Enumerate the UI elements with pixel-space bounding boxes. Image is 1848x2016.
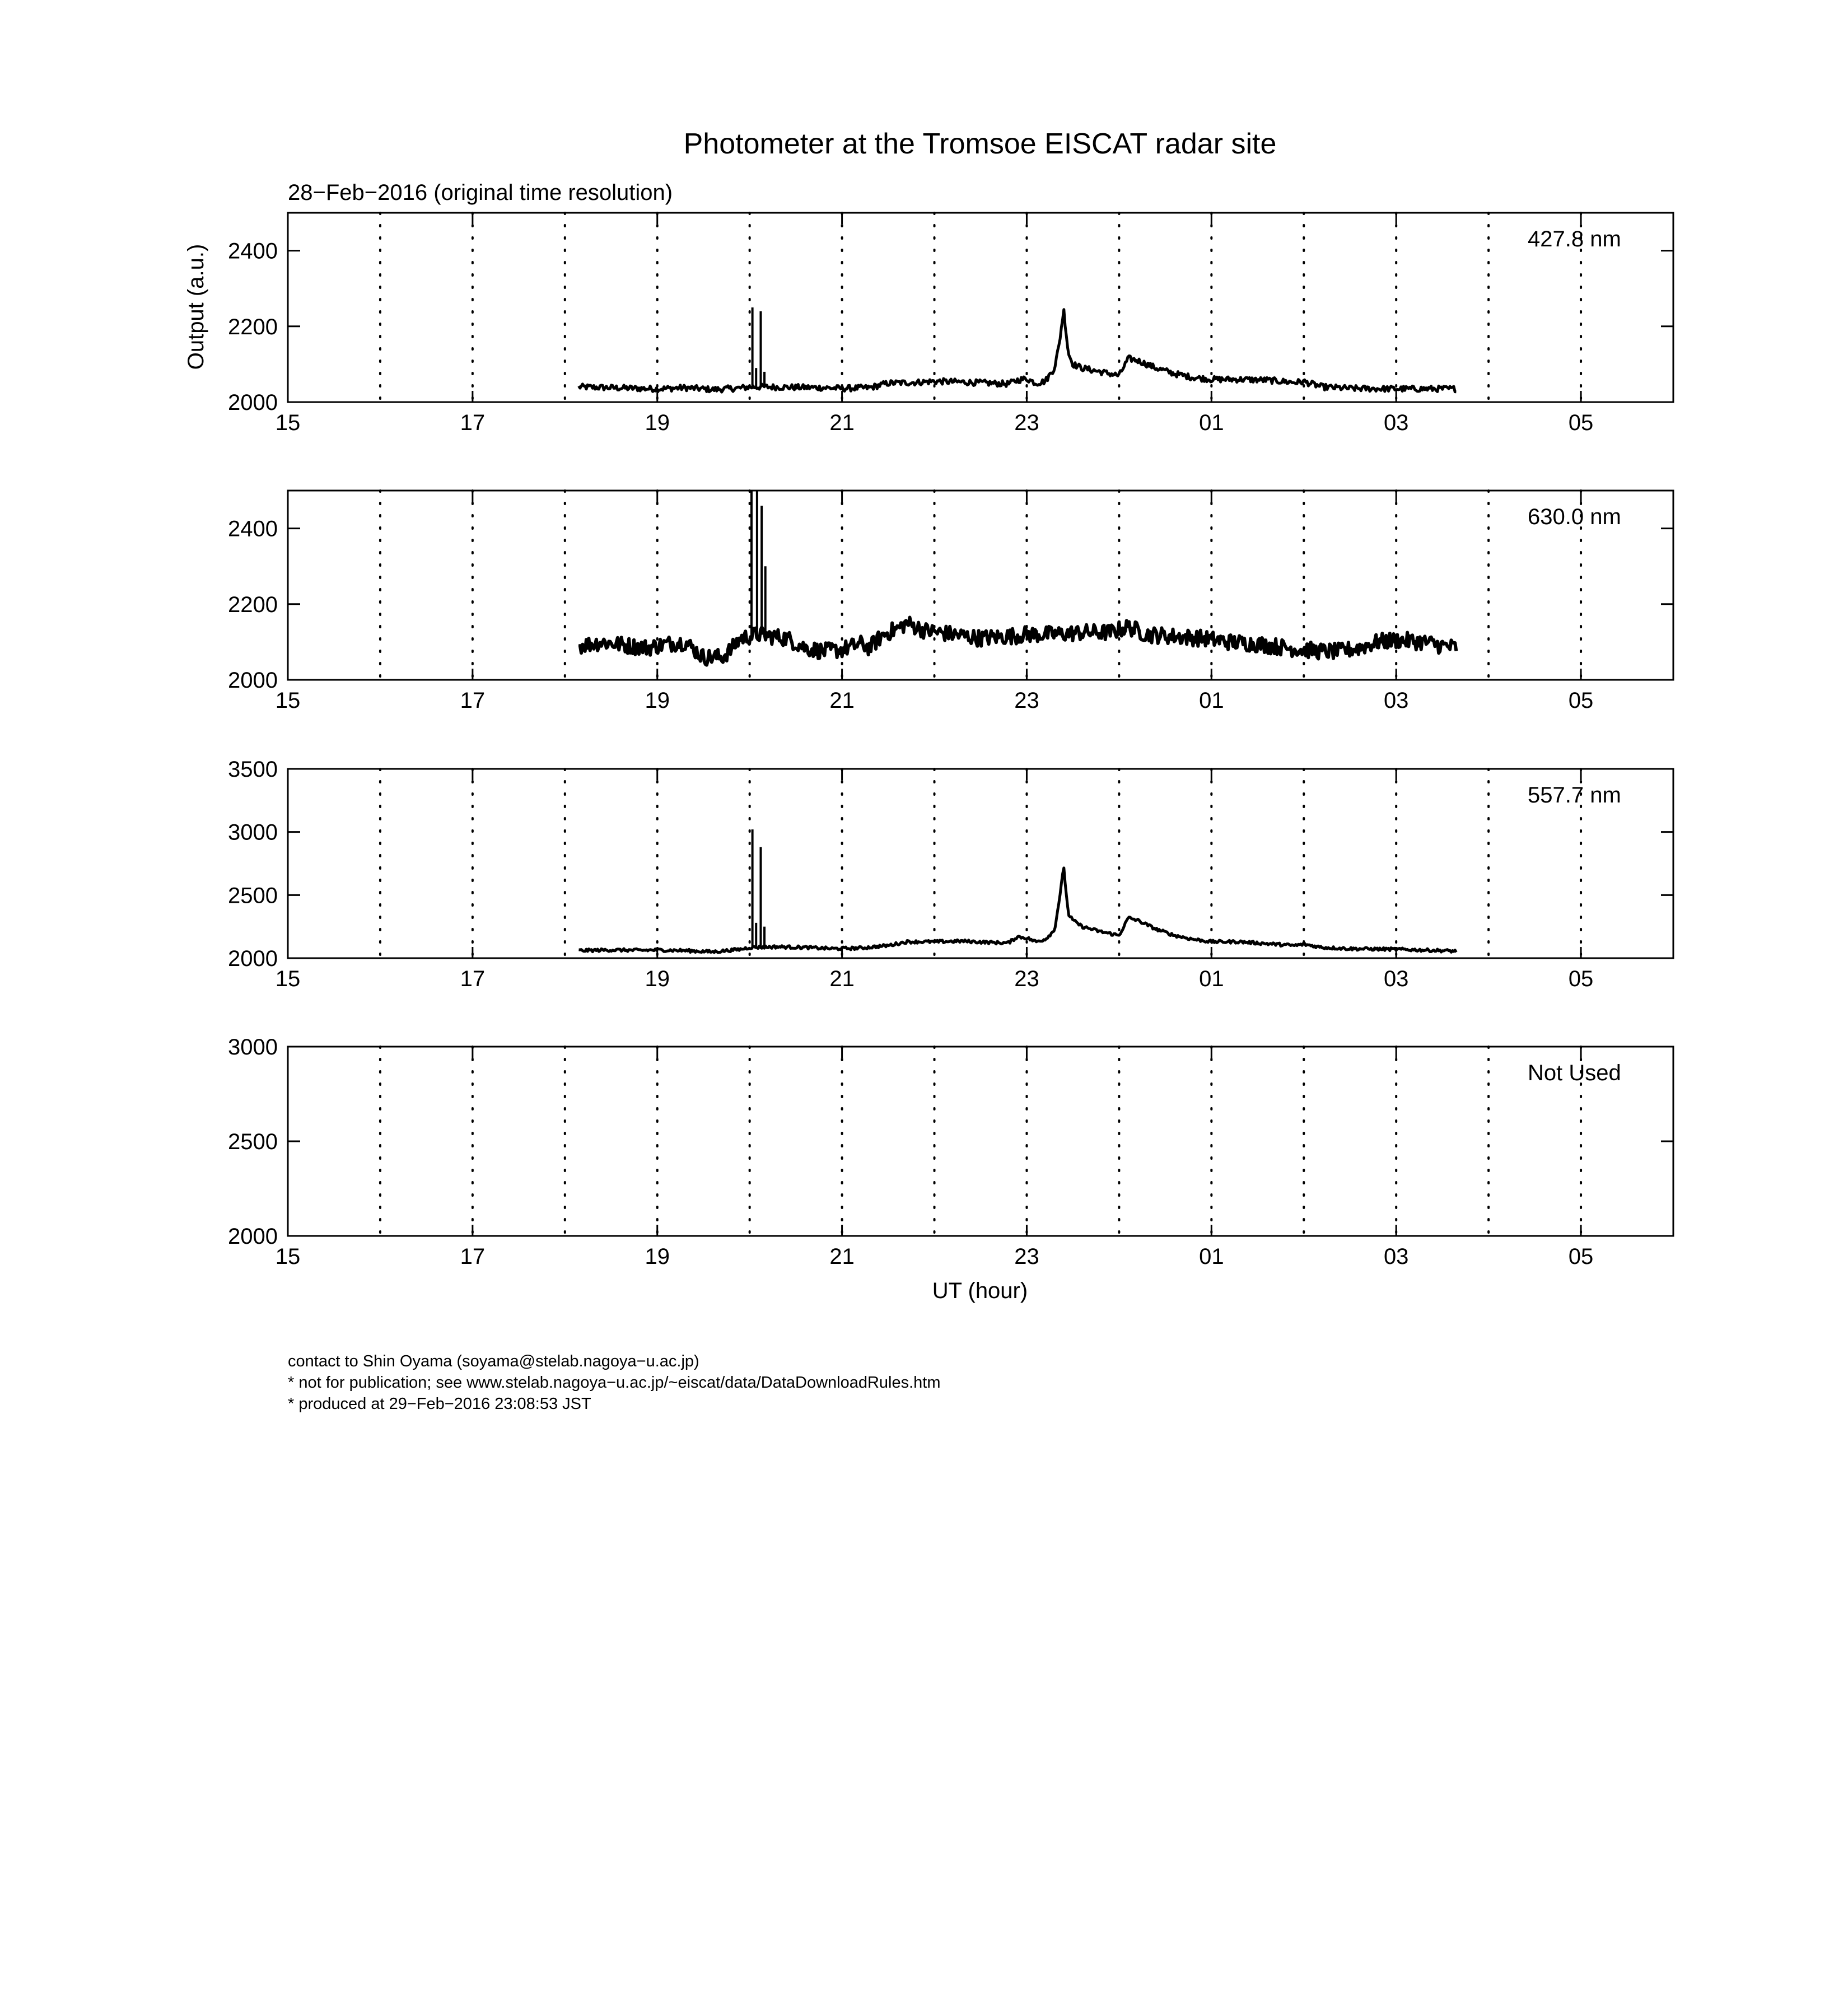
x-tick-label: 17 (460, 688, 486, 713)
x-tick-label: 23 (1014, 967, 1039, 991)
x-tick-label: 19 (645, 410, 670, 435)
series-line (579, 868, 1457, 953)
panel-frame (288, 769, 1673, 958)
x-tick-label: 19 (645, 967, 670, 991)
x-tick-label: 01 (1199, 410, 1224, 435)
x-tick-label: 03 (1383, 1244, 1409, 1269)
chart-title: Photometer at the Tromsoe EISCAT radar site (683, 128, 1277, 160)
x-tick-label: 17 (460, 410, 486, 435)
x-tick-label: 15 (275, 688, 301, 713)
y-tick-label: 2400 (228, 516, 278, 542)
x-tick-label: 15 (275, 967, 301, 991)
footer (288, 1351, 941, 1415)
x-tick-label: 23 (1014, 1244, 1039, 1269)
panel-label: 557.7 nm (1528, 783, 1621, 808)
x-tick-label: 19 (645, 1244, 670, 1269)
y-axis-label: Output (a.u.) (184, 244, 208, 370)
footer-produced-at: * produced at 29−Feb−2016 23:08:53 JST (288, 1395, 591, 1413)
x-tick-label: 03 (1383, 688, 1409, 713)
panel-label: 427.8 nm (1528, 227, 1621, 251)
panel-label: Not Used (1528, 1061, 1621, 1085)
panel-4 (228, 1035, 1673, 1269)
y-tick-label: 2000 (228, 946, 278, 971)
x-tick-label: 05 (1568, 688, 1594, 713)
chart-subtitle: 28−Feb−2016 (original time resolution) (288, 180, 673, 205)
panel-2 (228, 491, 1673, 713)
x-tick-label: 03 (1383, 967, 1409, 991)
panel-3 (228, 757, 1673, 991)
x-tick-label: 17 (460, 967, 486, 991)
x-tick-label: 21 (829, 688, 855, 713)
panel-frame (288, 1047, 1673, 1236)
x-tick-label: 21 (829, 967, 855, 991)
panels-group (228, 213, 1673, 1269)
x-tick-label: 23 (1014, 410, 1039, 435)
y-tick-label: 3500 (228, 757, 278, 782)
x-tick-label: 15 (275, 1244, 301, 1269)
x-tick-label: 03 (1383, 410, 1409, 435)
y-tick-label: 2000 (228, 390, 278, 415)
x-tick-label: 01 (1199, 1244, 1224, 1269)
y-tick-label: 2500 (228, 1130, 278, 1154)
x-tick-label: 17 (460, 1244, 486, 1269)
panel-1 (228, 213, 1673, 435)
x-axis-label: UT (hour) (932, 1278, 1028, 1303)
x-tick-label: 05 (1568, 1244, 1594, 1269)
y-tick-label: 2000 (228, 668, 278, 693)
x-tick-label: 15 (275, 410, 301, 435)
series-line (579, 618, 1457, 665)
y-tick-label: 3000 (228, 820, 278, 845)
x-tick-label: 05 (1568, 967, 1594, 991)
y-tick-label: 3000 (228, 1035, 278, 1060)
panel-frame (288, 213, 1673, 402)
x-tick-label: 05 (1568, 410, 1594, 435)
footer-contact: contact to Shin Oyama (soyama@stelab.nagoya−u.ac.jp) (288, 1352, 699, 1370)
y-tick-label: 2500 (228, 883, 278, 908)
x-tick-label: 21 (829, 1244, 855, 1269)
y-tick-label: 2200 (228, 592, 278, 617)
series-line (579, 310, 1457, 392)
x-tick-label: 23 (1014, 688, 1039, 713)
y-tick-label: 2400 (228, 239, 278, 264)
x-tick-label: 19 (645, 688, 670, 713)
x-tick-label: 01 (1199, 967, 1224, 991)
panel-frame (288, 491, 1673, 680)
x-tick-label: 01 (1199, 688, 1224, 713)
y-tick-label: 2200 (228, 314, 278, 339)
panel-label: 630.0 nm (1528, 505, 1621, 529)
x-tick-label: 21 (829, 410, 855, 435)
y-tick-label: 2000 (228, 1224, 278, 1249)
footer-publication-note: * not for publication; see www.stelab.nagoya−u.ac.jp/~eiscat/data/DataDownloadRules.htm (288, 1374, 941, 1392)
